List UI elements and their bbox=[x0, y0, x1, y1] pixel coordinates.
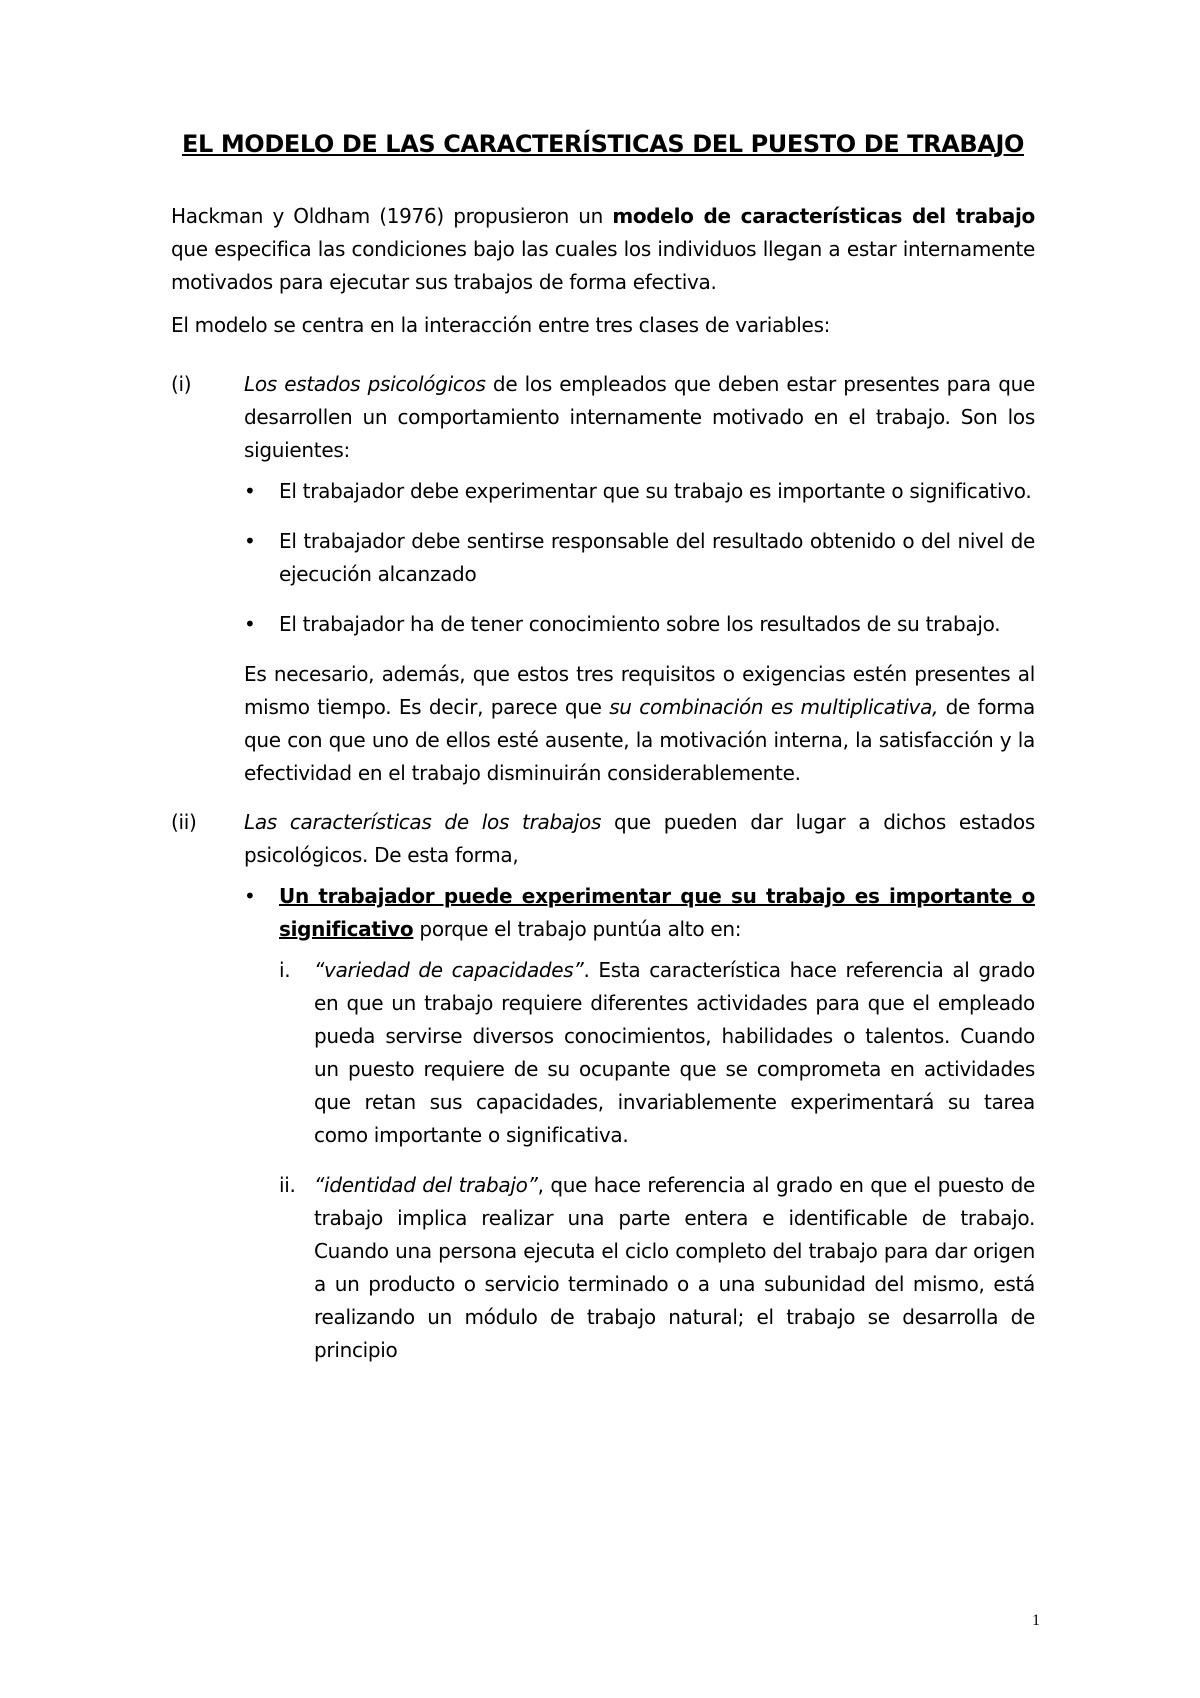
page-number: 1 bbox=[1032, 1612, 1040, 1629]
roman-item-heading: “variedad de capacidades” bbox=[314, 958, 584, 982]
bullet-icon: • bbox=[244, 884, 256, 908]
section-intro bbox=[244, 368, 1035, 467]
intro-paragraph bbox=[171, 200, 1035, 299]
roman-number: i. bbox=[279, 958, 291, 982]
section-ii bbox=[171, 806, 1035, 1367]
list-item bbox=[244, 880, 1035, 1367]
intro-bold: modelo de características del trabajo bbox=[612, 204, 1035, 228]
section-i bbox=[171, 368, 1035, 790]
roman-item-heading: “identidad del trabajo” bbox=[314, 1173, 538, 1197]
section-italic-heading: Las características de los trabajos bbox=[244, 810, 602, 834]
roman-item bbox=[279, 954, 1035, 1152]
variables-paragraph: El modelo se centra en la interacción entre tres clases de variables: bbox=[171, 313, 831, 337]
multiplicative-paragraph bbox=[244, 658, 1035, 790]
page-title: EL MODELO DE LAS CARACTERÍSTICAS DEL PUESTO DE TRABAJO bbox=[181, 130, 1024, 158]
list-item-text: El trabajador debe experimentar que su trabajo es importante o significativo. bbox=[279, 479, 1032, 503]
para-text-2: de forma que con que uno de ellos esté ausente, la motivación interna, la satisfacción y la efectividad en el trabajo disminuirán considerablemente. bbox=[244, 695, 1035, 785]
section-number: (ii) bbox=[171, 810, 197, 834]
roman-item-text: , que hace referencia al grado en que el puesto de trabajo implica realizar una parte entera e identificable de trabajo. Cuando una persona ejecuta el ciclo completo del trabajo para dar origen a un producto o servicio terminado o a una subunidad del mismo, está realizando un módulo de trabajo natural; el trabajo se desarrolla de principio bbox=[314, 1173, 1035, 1362]
bullet-icon: • bbox=[244, 529, 256, 553]
bullet-icon: • bbox=[244, 479, 256, 503]
list-item-text: El trabajador ha de tener conocimiento sobre los resultados de su trabajo. bbox=[279, 612, 1001, 636]
roman-list bbox=[279, 954, 1035, 1367]
section-italic-heading: Los estados psicológicos bbox=[244, 372, 486, 396]
section-number: (i) bbox=[171, 372, 192, 396]
list-item-underlined: Un trabajador puede experimentar que su trabajo es importante o significativo bbox=[279, 884, 1035, 941]
document-body bbox=[171, 128, 1035, 1384]
roman-item bbox=[279, 1169, 1035, 1367]
para-text-1: Es necesario, además, que estos tres requisitos o exigencias estén presentes al mismo tiempo. Es decir, parece que bbox=[244, 662, 1035, 719]
list-item bbox=[244, 475, 1035, 508]
section-intro bbox=[244, 806, 1035, 872]
section-text: que pueden dar lugar a dichos estados psicológicos. De esta forma, bbox=[244, 810, 1035, 867]
bullet-list bbox=[244, 880, 1035, 1367]
intro-text-1: Hackman y Oldham (1976) propusieron un bbox=[171, 204, 613, 228]
list-item-text: El trabajador debe sentirse responsable del resultado obtenido o del nivel de ejecución alcanzado bbox=[279, 529, 1035, 586]
list-item bbox=[244, 525, 1035, 591]
list-item bbox=[244, 608, 1035, 641]
para-italic: su combinación es multiplicativa, bbox=[609, 695, 939, 719]
bullet-icon: • bbox=[244, 612, 256, 636]
list-item-text: porque el trabajo puntúa alto en: bbox=[413, 917, 742, 941]
roman-item-text: . Esta característica hace referencia al grado en que un trabajo requiere diferentes actividades para que el empleado pueda servirse diversos conocimientos, habilidades o talentos. Cuando un puesto requiere de su ocupante que se comprometa en actividades que retan sus capacidades, invariablemente experimentará su tarea como importante o significativa. bbox=[314, 958, 1035, 1147]
bullet-list bbox=[244, 475, 1035, 641]
intro-text-2: que especifica las condiciones bajo las cuales los individuos llegan a estar internamente motivados para ejecutar sus trabajos de forma efectiva. bbox=[171, 237, 1035, 294]
section-text: de los empleados que deben estar presentes para que desarrollen un comportamiento internamente motivado en el trabajo. Son los siguientes: bbox=[244, 372, 1035, 462]
roman-number: ii. bbox=[279, 1173, 296, 1197]
